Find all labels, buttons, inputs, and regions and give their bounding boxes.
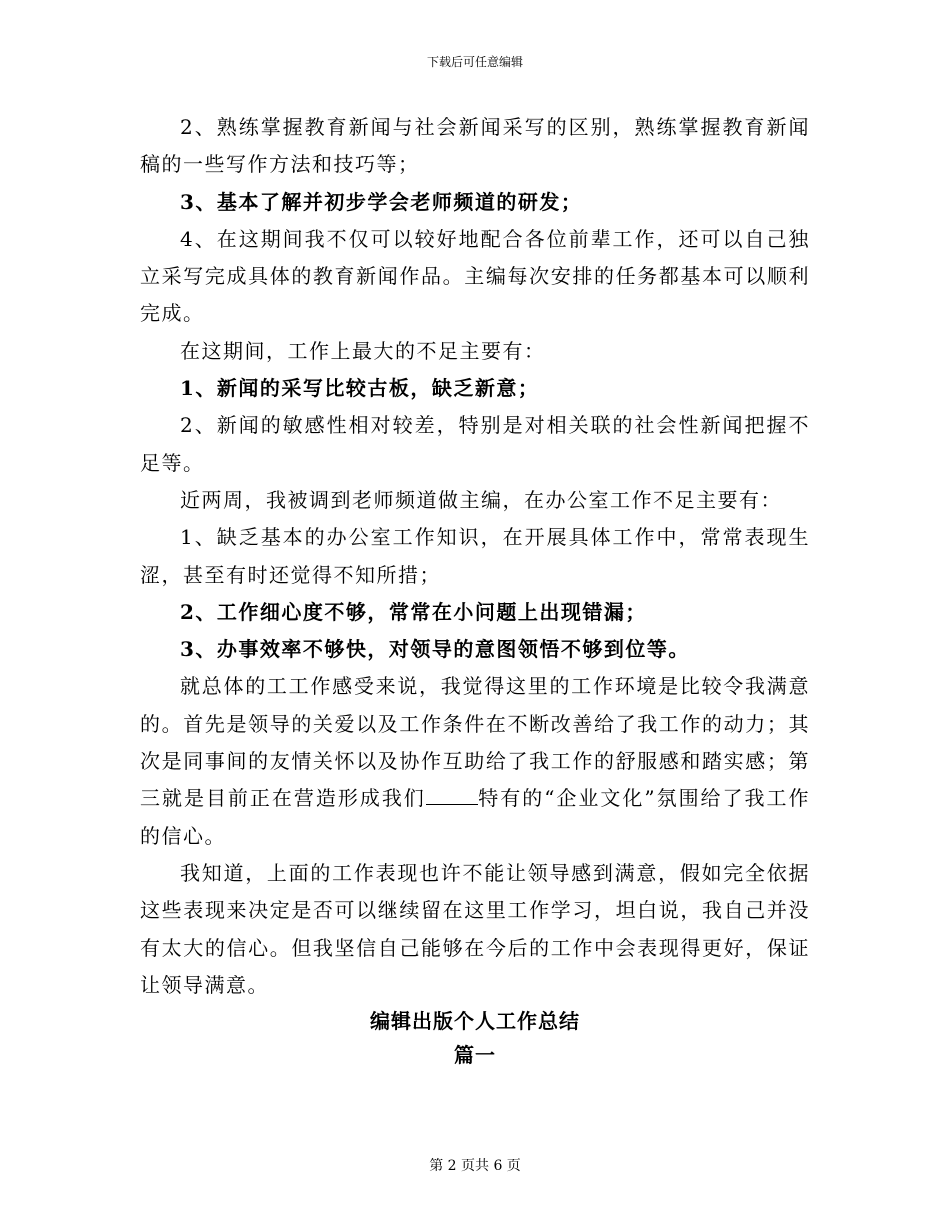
- paragraph-office-1: 1、缺乏基本的办公室工作知识，在开展具体工作中，常常表现生涩，甚至有时还觉得不知所措；: [140, 525, 810, 587]
- fill-in-blank-line: [426, 788, 478, 805]
- paragraph-skill-3: 3、基本了解并初步学会老师频道的研发；: [180, 189, 583, 214]
- work-feelings-text-before: 就总体的工工作感受来说，我觉得这里的工作环境是比较令我满意的。首先是领导的关爱以及工作条件在不断改善给了我工作的动力；其次是同事间的友情关怀以及协作互助给了我工作的舒服感和踏实感；第三就是目前正在营造形成我们: [140, 674, 810, 811]
- paragraph-office-2: 2、工作细心度不够，常常在小问题上出现错漏；: [180, 599, 647, 624]
- paragraph-shortcoming-2: 2、新闻的敏感性相对较差，特别是对相关联的社会性新闻把握不足等。: [140, 413, 810, 475]
- paragraph-office-3: 3、办事效率不够快，对领导的意图领悟不够到位等。: [180, 637, 690, 662]
- paragraph-closing: 我知道，上面的工作表现也许不能让领导感到满意，假如完全依据这些表现来决定是否可以继续留在这里工作学习，坦白说，我自己并没有太大的信心。但我坚信自己能够在今后的工作中会表现得更好，保证让领导满意。: [140, 860, 810, 997]
- document-body: [140, 109, 810, 1004]
- work-feelings-text-after: 特有的“企业文化”氛围给了我工作的信心。: [140, 786, 810, 848]
- paragraph-work-feelings: [140, 668, 810, 854]
- paragraph-shortcomings-intro: 在这期间，工作上最大的不足主要有：: [180, 338, 546, 363]
- paragraph-office-intro: 近两周，我被调到老师频道做主编，在办公室工作不足主要有：: [180, 487, 782, 512]
- paragraph-skill-2: 2、熟练掌握教育新闻与社会新闻采写的区别，熟练掌握教育新闻稿的一些写作方法和技巧等；: [140, 115, 810, 177]
- paragraph-skill-4: 4、在这期间我不仅可以较好地配合各位前辈工作，还可以自己独立采写完成具体的教育新闻作品。主编每次安排的任务都基本可以顺利完成。: [140, 226, 810, 326]
- page-footer-number: 第 2 页共 6 页: [429, 1158, 521, 1174]
- section-title: 编辑出版个人工作总结: [370, 1009, 580, 1033]
- section-subtitle: 篇一: [454, 1043, 496, 1067]
- page-header-note: 下载后可任意编辑: [426, 55, 523, 69]
- paragraph-shortcoming-1: 1、新闻的采写比较古板，缺乏新意；: [180, 376, 540, 401]
